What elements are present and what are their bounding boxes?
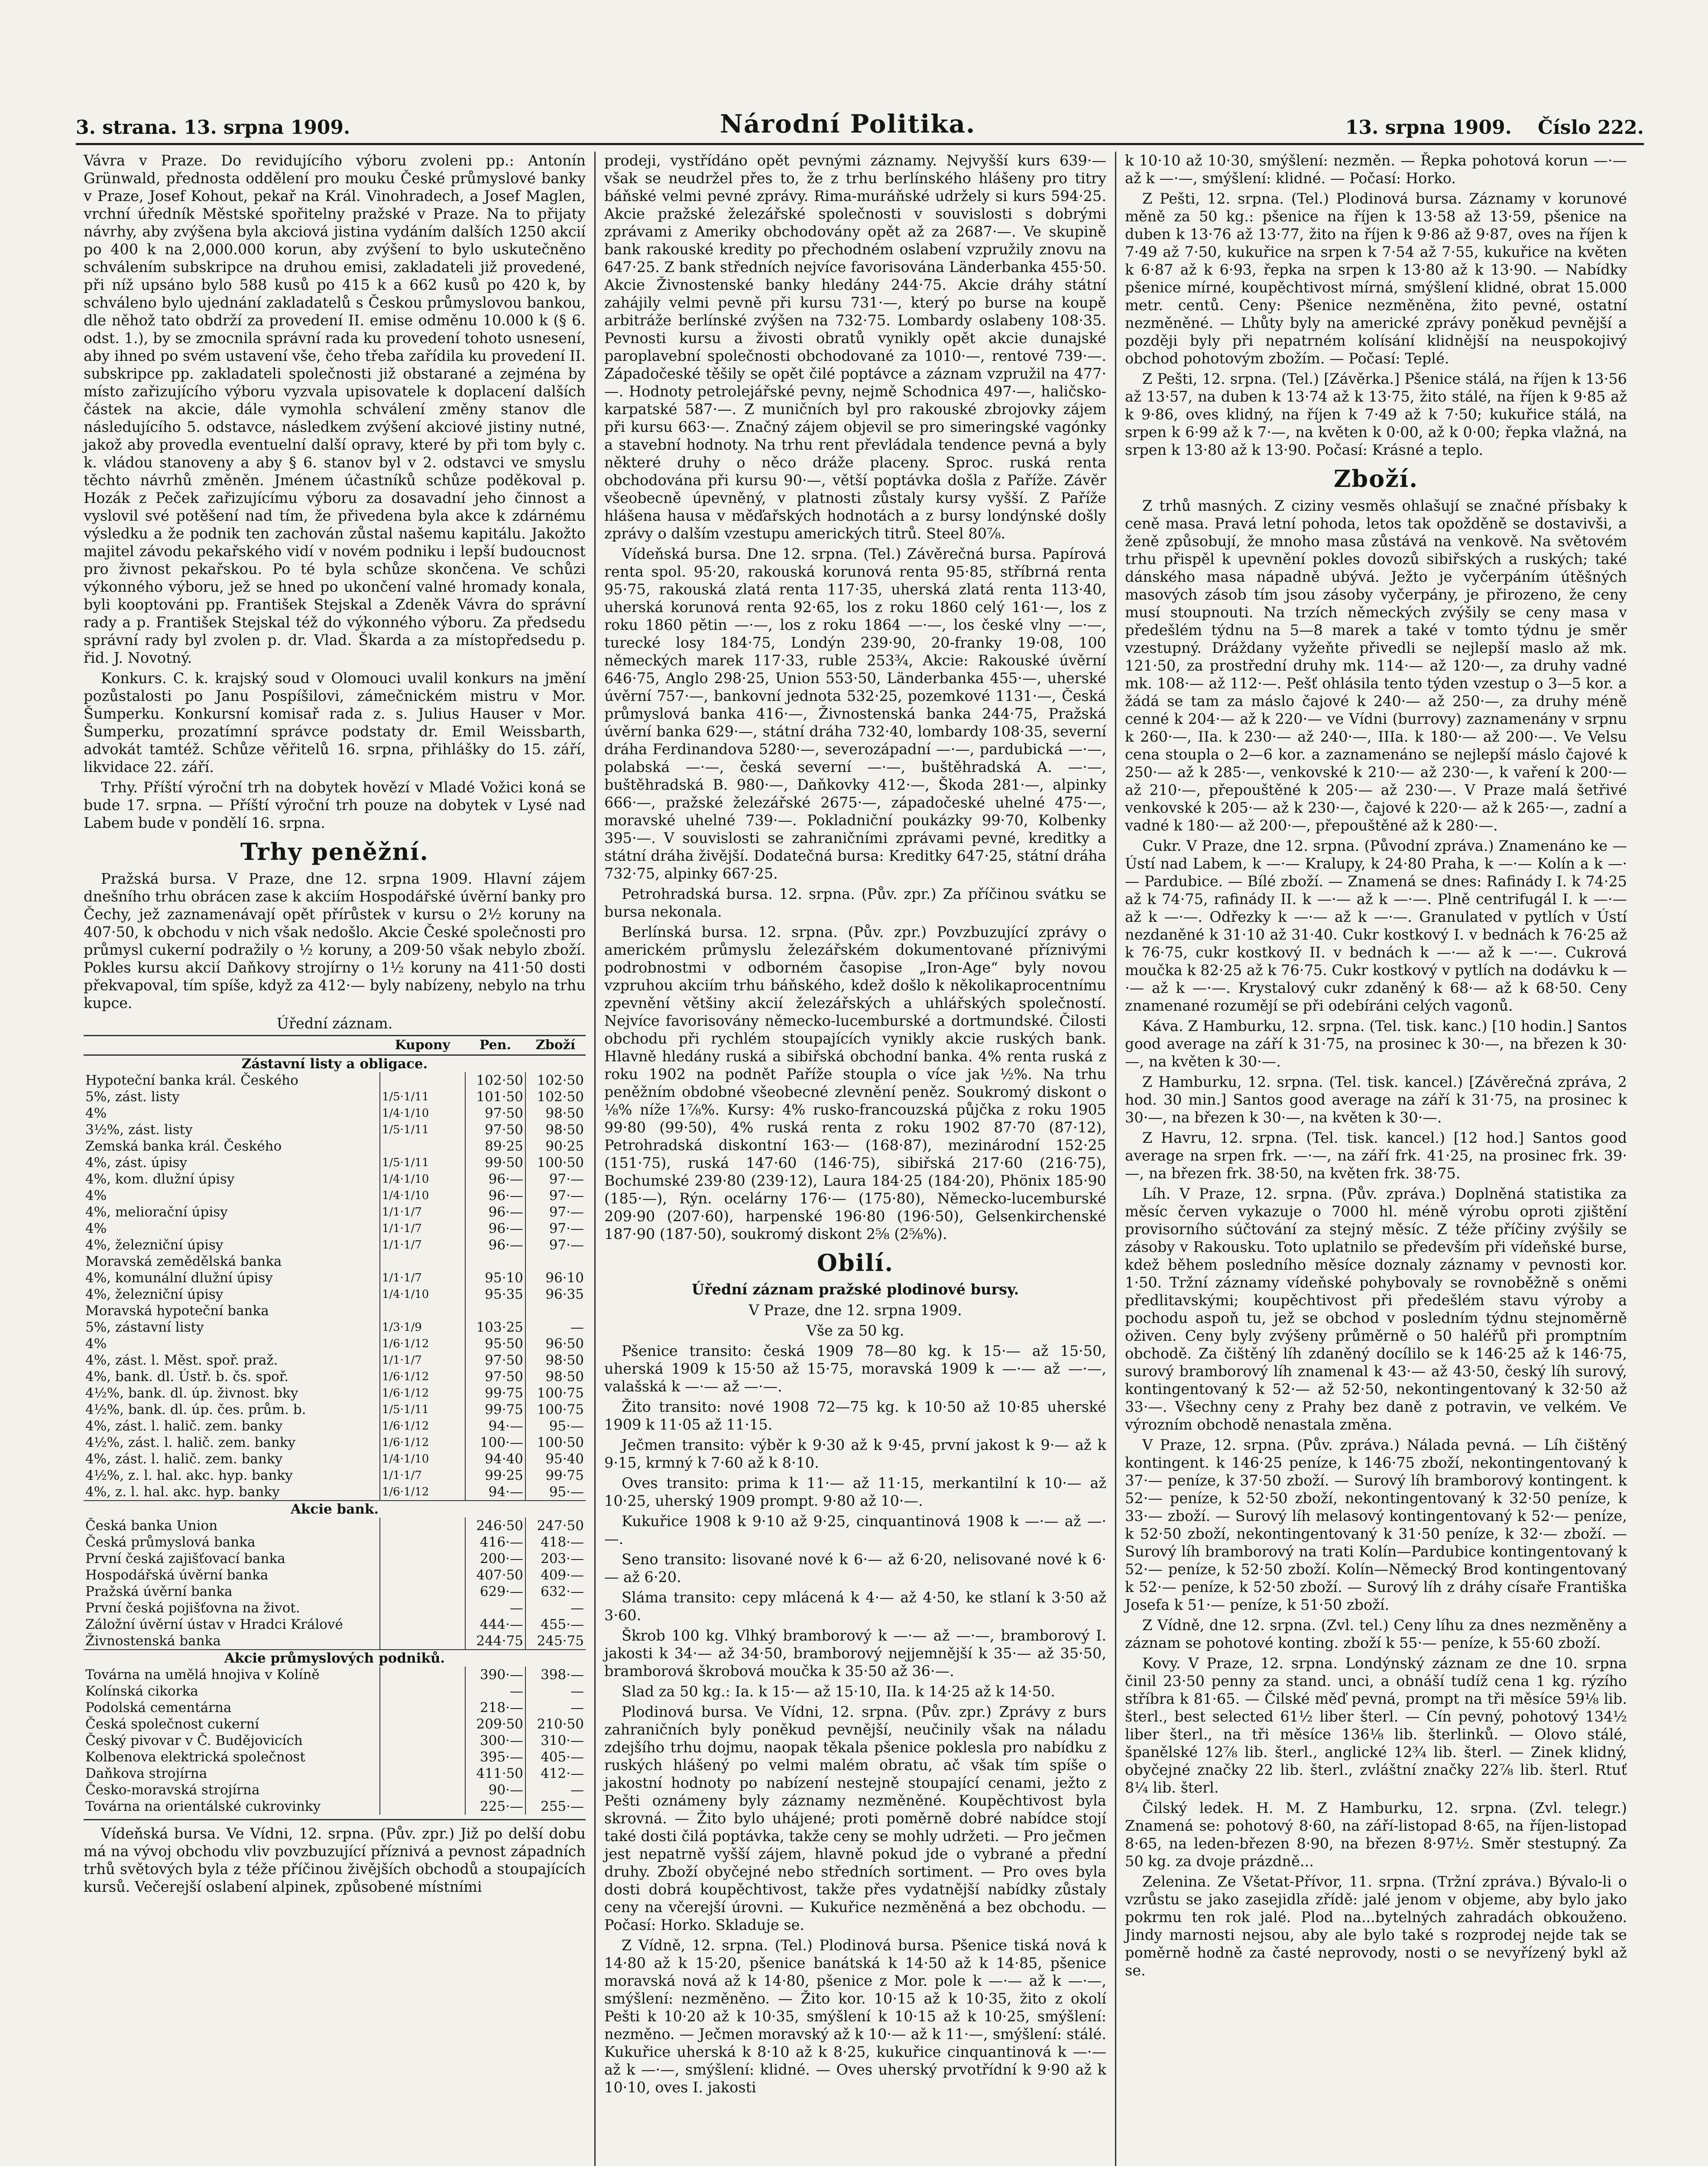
article-berlin: Berlínská bursa. 12. srpna. (Pův. zpr.) Povzbuzující zprávy o americkém průmyslu železářském dokumentované příznivými podrobnostmi v odborném časopise „Iron-Age“ byly novou vzpruhou akciím trhu báňského, kdež došlo k několikaprocentnímu zpevnění většiny akcií železářských a uhlářských společností. Nejvíce favorisovány německo-lucemburské a dortmundské. Čilosti obchodu při rychlém stoupajících vynikly akcie ruských bank. Hlavně hledány ruská a sibiřská obchodní banka. 4% renta ruská z roku 1902 na podnět Paříže stoupla o více jak ½%. Na trhu peněžním obdobné všeobecné zlevnění peněz. Soukromý diskont o ⅛% níže 1⅞%. Kursy: 4% rusko-francouzská půjčka z roku 1905 99·80 (99·50), 4% ruská renta z roku 1902 87·70 (87·12), Petrohradská diskontní 163·— (168·87), mezinárodní 152·25 (151·75), ruská 147·60 (146·75), sibiřská 217·60 (216·75), Bochumské 239·80 (239·12), Laura 184·25 (184·20), Phönix 185·90 (185·—), Rýn. ocelárny 176·— (175·80), Německo-lucemburské 209·90 (207·60), harpenské 196·80 (196·50), Gelsenkirchenské 187·90 (187·50), soukromý diskont 2⅝ (2⅝%).: [604, 924, 1106, 1242]
table-row: 4%, z. l. hal. akc. hyp. banky 1/6·1/12 94·— 95·—: [84, 1484, 586, 1501]
table-row: Pražská úvěrní banka 629·— 632·—: [84, 1583, 586, 1600]
column-rule: [1115, 152, 1116, 2166]
article-butter-markets: Z trhů masných. Z ciziny vesměs ohlašují se značné přísbaky k ceně masa. Pravá letní pohoda, letos tak opožděně se dostavivši, a ženě způsobují, že mnoho masa zůstává na venkově. Na světovém trhu přispěl k upevnění pokles dovozů sibiřských a ruských; také dánského masa nápadně ubývá. Ježto je vyčerpáním útěšných masových zásob tím jsou zásoby vyčerpány, je přirozeno, že ceny musí stoupnouti. Na trzích německých zvýšily se ceny masa v předešlém týdnu na 5—8 marek a také v tomto týdnu je směr vzestupný. Dráždany vyžeňte přivedli se nejlepší maslo až mk. 121·50, za prostřední druhy mk. 114·— až 120·—, za druhy vadné mk. 108·— až 112·—. Pešť ohlásila tento týden vzestup o 3—5 kor. a žádá se tam za máslo čajové k 240·— až 250·—, za druhy méně cenné k 204·— až k 220·— ve Vídni (burrovy) zaznamenány v srpnu k 260·—, IIa. k 230·— až 240·—, IIIa. k 180·— až 200·—. Ve Velsu cena stoupla o 2—6 kor. a zaznamenáno se nejlepší máslo čajové k 250·— až k 285·—, venkovské k 210·— až 230·—, k vaření k 200·— až 210·—, přepouštěné k 205·— až 230·—. V Praze malá šetřivé venkovské k 205·— až k 230·—, čajové k 220·— až k 265·—, zadní a vadné k 180·— až 200·—, přepouštěné až k 280·—.: [1125, 497, 1627, 834]
price-hay: Seno transito: lisované nové k 6·— až 6·20, nelisované nové k 6·— až 6·20.: [604, 1551, 1106, 1586]
table-row: 4%, zást. l. Měst. spoř. praž. 1/1·1/7 97·50 98·50: [84, 1352, 586, 1368]
masthead-right: [1345, 117, 1644, 139]
masthead: [76, 108, 1644, 145]
article-revision-committee: Vávra v Praze. Do revidujícího výboru zvoleni pp.: Antonín Grünwald, přednosta oddělení pro mouku České průmyslové banky v Praze, Josef Kohout, pekař na Král. Vinohradech, a Josef Maglen, vrchní úředník Městské spořitelny pražské v Praze. Na to přijaty návrhy, aby zvýšena byla akciová jistina vydáním dalších 1250 akcií po 400 k na 2,000.000 korun, aby zvýšení to bylo uskutečněno schválením subskripce na druhou emisi, zakladateli již provedené, při níž upsáno bylo 588 kusů po 415 k a 662 kusů po 420 k, by schváleno bylo ujednání zakladatelů s Českou průmyslovou bankou, dle něhož tato obdrží za provedení II. emise odměnu 10.000 k (§ 6. odst. 1.), by se zmocnila správní rada ku provedení tohoto usnesení, aby ihned po svém ustavení vše, čeho třeba zařídila ku provedení II. subskripce pp. zakladateli společnosti již obstarané a zejména by místo zařizujícího výboru vyzvala upisovatele k doplacení dalších částek na akcie, dále vymohla schválení změny stanov dle následujícího 5. odstavce, následkem zvýšení akciové jistiny nutné, jakož aby provedla eventuelní další opravy, které by při tom byly c. k. vládou stanoveny a aby § 6. stanov byl v 2. odstavci ve smyslu těchto návrhů změněn. Jménem účastníků schůze poděkoval p. Hozák z Peček zařizujícímu výboru za dosavadní jeho činnost a vyslovil své potěšení nad tím, že přivedena byla akce k zdárnému výsledku a že podnik ten zachován zůstal našemu kapitálu. Jakožto majitel závodu pekařského vidí v novém podniku i lepší budoucnost pro živnost pekařskou. Po té byla schůze skončena. Ve schůzi výkonného výboru, jež se hned po ukončení valné hromady konala, byli kooptováni pp. František Stejskal a Zdeněk Vávra do správní rady a p. František Stejskal též do výkonného výboru. Za předsedu správní rady byl zvolen p. dr. Vlad. Škarda a za místopředsedu p. řid. J. Novotný.: [84, 152, 586, 666]
column-1: [76, 152, 593, 2166]
price-corn: Kukuřice 1908 k 9·10 až 9·25, cinquantinová 1908 k —·— až —·—.: [604, 1513, 1106, 1547]
table-row: 4½%, zást. l. halič. zem. banky 1/6·1/12 100·— 100·50: [84, 1434, 586, 1451]
table-row: 4%, zást. l. halič. zem. banky 1/4·1/10 94·40 95·40: [84, 1451, 586, 1467]
table-row: Kolbenova elektrická společnost 395·— 405·—: [84, 1749, 586, 1765]
table-row: 4%, komunální dlužní úpisy 1/1·1/7 95·10 96·10: [84, 1270, 586, 1286]
table-section-row: Zástavní listy a obligace.: [84, 1055, 586, 1073]
table-row: 4%, meliorační úpisy 1/1·1/7 96·— 97·—: [84, 1204, 586, 1220]
article-pest-commodity: Z Pešti, 12. srpna. (Tel.) Plodinová bursa. Záznamy v korunové měně za 50 kg.: pšenice na říjen k 13·58 až 13·59, pšenice na duben k 13·76 až 13·77, žito na říjen k 9·86 až 9·87, oves na říjen k 7·49 až 7·50, kukuřice na srpen k 7·54 až 7·55, kukuřice na květen k 6·87 až k 6·93, řepka na srpen k 13·80 až k 13·90. — Nabídky pšenice mírné, koupěchtivost mírná, smýšlení klidné, obrat 15.000 metr. centů. Ceny: Pšenice nezměněna, žito pevné, ostatní nezměněné. — Lhůty byly na americké zprávy poněkud pevnější a později byly při nepatrném kolísání klidnější na neuspokojivý obchod pohotovým zbožím. — Počasí: Teplé.: [1125, 190, 1627, 367]
price-rye: Žito transito: nové 1908 72—75 kg. k 10·50 až 10·85 uherské 1909 k 11·05 až 11·15.: [604, 1398, 1106, 1433]
table-row: 4%, kom. dlužní úpisy 1/4·1/10 96·— 97·—: [84, 1171, 586, 1187]
section-heading-money-markets: Trhy peněžní.: [240, 838, 429, 866]
table-row: Podolská cementárna 218·— —: [84, 1699, 586, 1716]
divider: [84, 1819, 586, 1820]
table-row: 4% 1/4·1/10 96·— 97·—: [84, 1187, 586, 1204]
table-row: 4½%, bank. dl. úp. čes. prům. b. 1/5·1/11 99·75 100·75: [84, 1401, 586, 1418]
article-vegetables: Zelenina. Ze Všetat-Přívor, 11. srpna. (Tržní zpráva.) Bývalo-li o vzrůstu se jako zasejidla zřídě: jalé jenom v objeme, aby bylo jako pokrmu ten rok jalé. Plod na...bytelných zahradách obkouženo. Jindy marnosti nejsou, aby ale bylo také s rozprodej nejde tak se poměrně hodně za časté neprovody, nosti o se nevyřízený bykl až se.: [1125, 1873, 1627, 1979]
section-heading-grain: Obilí.: [817, 1249, 894, 1277]
table-row: 5%, zástavní listy 1/3·1/9 103·25 —: [84, 1319, 586, 1336]
bond-table: [84, 1035, 586, 1815]
article-commodity-exchange: Plodinová bursa. Ve Vídni, 12. srpna. (Pův. zpr.) Zprávy z burs zahraničních byly poněkud pevnější, neučinily však na náladu zdejšího trhu dojmu, naopak těkala pšenice poklesla pro nabídku z ruských hlášený po velmi malém obratu, ač však tím spíše o jakostní hodnoty po nabízení nestejně stoupající cenami, ježto z Pešti oznámeny byly záznamy nezměněné. Koupěchtivost byla skrovná. — Žito bylo uhájené; proti poměrně dobré nabídce stojí také dosti čilá poptávka, takže ceny se mohly udržeti. — Pro ječmen jest nepatrně vyšší zájem, hlavně pokud jde o vybrané a přední druhy. Zboží obyčejné nebo středních sortiment. — Pro oves byla dosti dobrá koupěchtivost, takže přes vydatnější nabídky zůstaly ceny na včerejší úrovni. — Kukuřice nezměněná a bez obchodu. — Počasí: Horko. Skladuje se.: [604, 1703, 1106, 1933]
article-vienna-exchange: Vídeňská bursa. Ve Vídni, 12. srpna. (Pův. zpr.) Již po delší dobu má na vývoj obchodu vliv povzbuzující příznivá a pevnost západních trhů světových byla z téže příčinou živějších obchodů a stoupajících kursů. Večerejší oslabení alpinek, způsobené místními: [84, 1825, 586, 1895]
article-coffee-havre: Z Havru, 12. srpna. (Tel. tisk. kancel.) [12 hod.] Santos good average na srpen frk. —·—, na září frk. 41·25, na prosinec frk. 39·—, na březen frk. 38·50, na květen frk. 38·75.: [1125, 1129, 1627, 1182]
article-spirits-prague: V Praze, 12. srpna. (Pův. zpráva.) Nálada pevná. — Líh čištěný kontingent. k 146·25 peníze, k 146·75 zboží, nekontingentovaný k 37·— peníze, k 37·50 zboží. — Surový líh bramborový kontingent. k 52·— peníze, k 52·50 zboží, nekontingentovaný k 32·50 peníze, k 33·— zboží. — Surový líh melasový kontingentovaný k 52·— peníze, k 52·50 zboží, nekontingentovaný k 31·50 peníze, k 32·— zboží. — Surový líh bramborový na trati Kolín—Pardubice kontingentovaný k 52·— peníze, k 52·50 zboží. Kolín—Německý Brod kontingentovaný k 52·— peníze, k 52·50 zboží. — Surový líh z dráhy císaře Františka Josefa k 51·— peníze, k 51·50 zboží.: [1125, 1436, 1627, 1613]
table-row: Kolínská cikorka — —: [84, 1683, 586, 1699]
issue-date: 13. srpna 1909.: [1345, 117, 1512, 139]
table-row: 5%, zást. listy 1/5·1/11 101·50 102·50: [84, 1089, 586, 1105]
article-spirits: Líh. V Praze, 12. srpna. (Pův. zpráva.) Doplněná statistika za měsíc červen vykazuje o 7000 hl. méně výrobu oproti zjištění provisorního súčtování za stejný měsíc. Z téže příčiny zvýšily se zásoby v Rakousku. Toto uplatnilo se především při vídeňské burse, kdež během posledního měsíce doznaly záznamy v pevnosti kor. 1·50. Tržní záznamy vídeňské pohybovaly se rovnoběžně s oněmi předlitavskými; koupěchtivost při předešlém stavu výroby a pochodu aspoň tu, jež se obchod v posledním týdnu stejnoměrně oživen. Ceny byly zvýšeny průměrně o 50 haléřů při promptním obchodě. Za čištěný líh zdaněný docílilo se k 146·25 až k 146·75, surový bramborový líh znamenal k 43·— až 43·50, český líh surový, kontingentovaný k 52·— až 52·50, nekontingentovaný k 32·50 až 33·—. Všechny ceny z Prahy bez daně z potravin, ve velkém. Ve výrozním obchodě nenastala změna.: [1125, 1185, 1627, 1433]
article-coffee: Káva. Z Hamburku, 12. srpna. (Tel. tisk. kanc.) [10 hodin.] Santos good average na září k 31·75, na prosinec k 30·—, na březen k 30·—, na květen k 30·—.: [1125, 1018, 1627, 1070]
dateline: V Praze, dne 12. srpna 1909.: [749, 1302, 962, 1319]
table-row: Továrna na umělá hnojiva v Kolíně 390·— 398·—: [84, 1667, 586, 1683]
table-row: 4½%, z. l. hal. akc. hyp. banky 1/1·1/7 99·25 99·75: [84, 1467, 586, 1484]
table-row: 4%, zást. úpisy 1/5·1/11 99·50 100·50: [84, 1154, 586, 1171]
table-row: 4%, zást. l. halič. zem. banky 1/6·1/12 94·— 95·—: [84, 1418, 586, 1434]
price-wheat: Pšenice transito: česká 1909 78—80 kg. k 15·— až 15·50, uherská 1909 k 15·50 až 15·75, moravská 1909 k —·— až —·—, valašská k —·— až —·—.: [604, 1342, 1106, 1395]
article-petersburg: Petrohradská bursa. 12. srpna. (Pův. zpr.) Za příčinou svátku se bursa nekonala.: [604, 885, 1106, 920]
table-row: 4%, železniční úpisy 1/1·1/7 96·— 97·—: [84, 1237, 586, 1253]
page-number: 3. strana. 13. srpna 1909.: [76, 117, 350, 139]
article-vienna-exchange-cont: prodeji, vystřídáno opět pevnými záznamy. Nejvyšší kurs 639·— však se neudržel přes to, že z trhu berlínského hlášeny pro titry báňské velmi pevné zprávy. Rima-muráňské udržely si kurs 594·25. Akcie pražské železářské společnosti v souvislosti s dobrými zprávami z Ameriky obchodovány opět až za 2687·—. Ve skupině bank rakouské kredity po přechodném oslabení vzpružily znovu na 647·25. Z bank středních nejvíce favorisována Länderbanka 455·50. Akcie Živnostenské banky hledány 244·75. Akcie dráhy státní zahájily velmi pevně při kursu 731·—, který po bursе na koupě arbitráže berlínské zvýšen na 732·75. Lombardy oslabeny 108·35. Pevnosti kursu a živosti obratů vynikly opět akcie dunajské paroplavební společnosti obchodované za 1010·—, rentové 739·—. Západočeské těšily se opět čilé poptávce a záznam vzpružil na 477·—. Hodnoty petrolejářské pevny, nejmě Schodnica 497·—, haličsko-karpatské 587·—. Z muničních byl pro rakouské zbrojovky zájem při kursu 663·—. Značný zájem objevil se pro simeringské vagónky a stavební hodnoty. Na trhu rent převládala tendence pevná a byly některé druhy o něco dráže placeny. Sproc. ruská renta obchodována při kursu 90·—, větší poptávka došla z Paříže. Závěr všeobecně úpevněný, v platnosti zůstaly kursy vyšší. Z Paříže hlášena hausa v měďařských hodnotách a z bursy londýnské došly zprávy o dalším vzestupu amerických titrů. Steel 80⅞.: [604, 152, 1106, 542]
price-malt: Slad za 50 kg.: Ia. k 15·— až 15·10, IIa. k 14·25 až k 14·50.: [622, 1683, 1055, 1700]
table-row: 4%, bank. dl. Ústř. b. čs. spoř. 1/6·1/12 97·50 98·50: [84, 1368, 586, 1385]
article-sugar: Cukr. V Praze, dne 12. srpna. (Původní zpráva.) Znamenáno ke — Ústí nad Labem, k —·— Kralupy, k 24·80 Praha, k —·— Kolín a k —·— Pardubice. — Bílé zboží. — Znamená se dnes: Rafinády I. k 74·25 až k 74·75, rafinády II. k —·— až k —·—. Plně centrifugál I. k —·— až k —·—. Odřezky k —·— až k —·—. Granulated v pytlích v Ústí nezdaněné k 31·10 až 31·40. Cukr kostkový I. v bednách k 76·25 až k 76·75, cukr kostkový II. v bednách k —·— až k —·—. Cukrová moučka k 82·25 až k 76·75. Cukr kostkový v pytlích na dodávku k —·— až k —·—. Krystalový cukr zdaněný k 68·— až k 68·50. Ceny znamenané rozumějí se při odebíráni celých vagonů.: [1125, 837, 1627, 1014]
price-straw: Sláma transito: cepy mlácená k 4·— až 4·50, ke stlaní k 3·50 až 3·60.: [604, 1589, 1106, 1624]
table-row: Česká průmyslová banka 416·— 418·—: [84, 1534, 586, 1550]
columns: [76, 152, 1644, 2166]
price-starch: Škrob 100 kg. Vlhký bramborový k —·— až —·—, bramborový I. jakosti k 34·— až 34·50, bramborový nejjemnější k 35·— až 35·50, bramborová škrobová moučka k 35·50 až 36·—.: [604, 1627, 1106, 1680]
table-row: Moravská hypoteční banka: [84, 1303, 586, 1319]
col-header-name: [84, 1036, 380, 1055]
table-row: První česká pojišťovna na život. — —: [84, 1600, 586, 1616]
newspaper-page: [76, 108, 1644, 2166]
article-spirits-vienna: Z Vídně, dne 12. srpna. (Zvl. tel.) Ceny líhu za dnes nezměněny a záznam se pohotové konting. zboží k 55·— peníze, k 55·60 zboží.: [1125, 1617, 1627, 1651]
table-row: Hospodářská úvěrní banka 407·50 409·—: [84, 1567, 586, 1583]
table-row: 4% 1/1·1/7 96·— 97·—: [84, 1220, 586, 1237]
table-row: Česká banka Union 246·50 247·50: [84, 1517, 586, 1534]
table-section-row: Akcie bank.: [84, 1501, 586, 1517]
article-metals: Kovy. V Praze, 12. srpna. Londýnský záznam ze dne 10. srpna činil 23·50 penny za stand. unci, a obnáší tudíž cena 1 kg. rýzího stříbra k 81·65. — Čilské měď pevná, prompt na tři měsíce 59⅛ lib. šterl., best selected 61½ liber šterl. — Cín pevný, pohotový 134½ liber šterl., na tři měsíce 136⅛ lib. šterlinků. — Olovo stálé, španělské 12⅞ lib. šterl., anglické 12¾ lib. šterl. — Zinek klidný, obyčejné značky 22 lib. šterl., zvláštní značky 22⅞ lib. šterl. Rtuť 8¼ lib. šterl.: [1125, 1655, 1627, 1796]
article-bankruptcy: Konkurs. C. k. krajský soud v Olomouci uvalil konkurs na jmění pozůstalosti po Janu Pospíšilovi, zámečnickém mistru v Mor. Šumperku. Konkursní komisař rada z. s. Julius Hauser v Mor. Šumperku, prozatímní správce podstaty dr. Emil Weissbarth, advokát tamtéž. Schůze věřitelů 16. srpna, přihlášky do 15. září, likvidace 22. září.: [84, 670, 586, 775]
table-row: První česká zajišťovací banka 200·— 203·—: [84, 1550, 586, 1567]
newspaper-title: Národní Politika.: [719, 109, 976, 139]
table-row: 4% 1/6·1/12 95·50 96·50: [84, 1336, 586, 1352]
table-row: Moravská zemědělská banka: [84, 1253, 586, 1270]
col-header-money: Pen.: [465, 1036, 525, 1055]
article-markets: Trhy. Příští výroční trh na dobytek hovězí v Mladé Vožici koná se bude 17. srpna. — Příští výroční trh pouze na dobytek v Lysé nad Labem bude v pondělí 16. srpna.: [84, 779, 586, 831]
table-row: Hypoteční banka král. Českého 102·50 102·50: [84, 1072, 586, 1089]
col-header-goods: Zboží: [525, 1036, 586, 1055]
issue-number: Číslo 222.: [1537, 117, 1644, 139]
subheading-official-record: Úřední záznam pražské plodinové bursy.: [691, 1281, 1019, 1298]
table-row: Česko-moravská strojírna 90·— —: [84, 1782, 586, 1798]
column-3: [1117, 152, 1635, 2166]
price-oats: Oves transito: prima k 11·— až 11·15, merkantilní k 10·— až 10·25, uherský 1909 prompt. 9·80 až 10·—.: [604, 1475, 1106, 1509]
unit-note: Vše za 50 kg.: [806, 1322, 904, 1339]
article-prague-exchange: Pražská bursa. V Praze, dne 12. srpna 1909. Hlavní zájem dnešního trhu obrácen zase k akciím Hospodářské úvěrní banky pro Čechy, jež zaznamenávají opět přírůstek v kursu o 2½ koruny na 407·50, k obchodu v nich však nedošlo. Akcie České společnosti pro průmysl cukerní podražily o ½ koruny, a 209·50 však nebylo zboží. Pokles kursu akcií Daňkovy strojírny o 1½ koruny na 411·50 dosti překvapoval, tím spíše, když za 412·— byly nabízeny, nebylo na trhu kupce.: [84, 870, 586, 1012]
table-row: Živnostenská banka 244·75 245·75: [84, 1633, 586, 1650]
table-row: Záložní úvěrní ústav v Hradci Králové 444·— 455·—: [84, 1616, 586, 1633]
table-row: Zemská banka král. Českého 89·25 90·25: [84, 1138, 586, 1154]
article-pest-closing: Z Pešti, 12. srpna. (Tel.) [Závěrka.] Pšenice stálá, na říjen k 13·56 až 13·57, na duben k 13·74 až k 13·75, žito stálé, na říjen k 9·85 až k 9·86, oves klidný, na říjen k 7·49 až k 7·50; kukuřice stálá, na srpen k 6·99 až k 7·—, na květen k 0·00, až k 0·00; řepka vlažná, na srpen k 13·80 až k 13·90. Počasí: Krásné a teplo.: [1125, 370, 1627, 458]
price-barley: Ječmen transito: výběr k 9·30 až k 9·45, první jakost k 9·— až k 9·15, krmný k 7·60 až k 8·10.: [604, 1436, 1106, 1471]
col-header-coupons: Kupony: [380, 1036, 465, 1055]
article-vienna-commodity: Z Vídně, 12. srpna. (Tel.) Plodinová bursa. Pšenice tiská nová k 14·80 až k 15·20, pšenice banátská k 14·50 až k 14·85, pšenice moravská nová až k 14·80, pšenice z Mor. pole k —·— až k —·—, smýšlení: nezměněno. — Žito kor. 10·15 až k 10·35, žito z okolí Pešti k 10·20 až k 10·35, smýšlení k 10·15 až k 10·25, smýšlení: nezměno. — Ječmen moravský až k 10·— až k 11·—, smýšlení: stálé. Kukuřice uherská k 8·10 až k 8·25, kukuřice cinquantinová k —·— až k —·—, smýšlení: klidné. — Oves uherský prvotřídní k 9·90 až k 10·10, oves I. jakosti: [604, 1937, 1106, 2096]
article-saltpeter: Čilský ledek. H. M. Z Hamburku, 12. srpna. (Zvl. telegr.) Znamená se: pohotový 8·60, na září-listopad 8·65, na říjen-listopad 8·65, na leden-březen 8·90, na březen 8·97½. Směr stestupný. Za 50 kg. za dvoje prázdně...: [1125, 1800, 1627, 1870]
table-section-row: Akcie průmyslových podniků.: [84, 1650, 586, 1667]
table-row: 3½%, zást. listy 1/5·1/11 97·50 98·50: [84, 1122, 586, 1138]
table-row: 4½%, bank. dl. úp. živnost. bky 1/6·1/12 99·75 100·75: [84, 1385, 586, 1401]
article-vienna-closing: Vídeňská bursa. Dne 12. srpna. (Tel.) Závěrečná bursa. Papírová renta spol. 95·20, rakouská korunová renta 95·85, stříbrná renta 95·75, rakouská zlatá renta 117·35, uherská zlatá renta 113·40, uherská korunová renta 92·65, los z roku 1860 celý 161·—, los z roku 1860 pětin —·—, los z roku 1864 —·—, los české vlny —·—, turecké losy 184·75, Londýn 239·90, 20-franky 19·08, 100 německých marek 117·33, ruble 253¾, Akcie: Rakouské úvěrní 646·75, Anglo 298·25, Union 553·50, Länderbanka 455·—, uherské úvěrní 757·—, bankovní jednota 532·25, pozemkové 1131·—, Česká průmyslová banka 416·—, Živnostenská banka 244·75, Pražská úvěrní banka 629·—, státní dráha 732·40, lombardy 108·35, severní dráha Ferdinandova 5280·—, severozápadní —·—, pardubická —·—, polabská —·—, česká severní —·—, buštěhradská A. —·—, buštěhradská B. 980·—, Daňkovky 412·—, Škoda 281·—, alpinky 666·—, pražské železářské 2675·—, západočeské uhelné 475·—, moravské uhelné 739·—. Pokladniční poukázky 99·70, Kolbenky 395·—. V souvislosti se zahraničními zprávami pevné, kreditky a státní dráha živější. Dodatečná bursa: Kreditky 647·25, státní dráha 732·75, alpinky 667·25.: [604, 545, 1106, 882]
table-caption: Úřední záznam.: [276, 1015, 393, 1032]
table-row: Česká společnost cukerní 209·50 210·50: [84, 1716, 586, 1732]
table-row: 4% 1/4·1/10 97·50 98·50: [84, 1105, 586, 1122]
table-row: Továrna na orientálské cukrovinky 225·— 255·—: [84, 1798, 586, 1815]
section-heading-goods: Zboží.: [1333, 465, 1419, 493]
column-rule: [594, 152, 596, 2166]
table-header-row: [84, 1036, 586, 1055]
table-row: Český pivovar v Č. Budějovicích 300·— 310·—: [84, 1732, 586, 1749]
column-2: [596, 152, 1114, 2166]
table-row: 4%, železniční úpisy 1/4·1/10 95·35 96·35: [84, 1286, 586, 1303]
article-coffee-closing: Z Hamburku, 12. srpna. (Tel. tisk. kancel.) [Závěrečná zpráva, 2 hod. 30 min.] Santos good average na září k 31·75, na prosinec k 30·—, na březen k 30·—, na květen k 30·—.: [1125, 1073, 1627, 1126]
table-row: Daňkova strojírna 411·50 412·—: [84, 1765, 586, 1782]
article-vienna-commodity-cont: k 10·10 až 10·30, smýšlení: nezměn. — Řepka pohotová korun —·— až k —·—, smýšlení: klidné. — Počasí: Horko.: [1125, 152, 1627, 187]
